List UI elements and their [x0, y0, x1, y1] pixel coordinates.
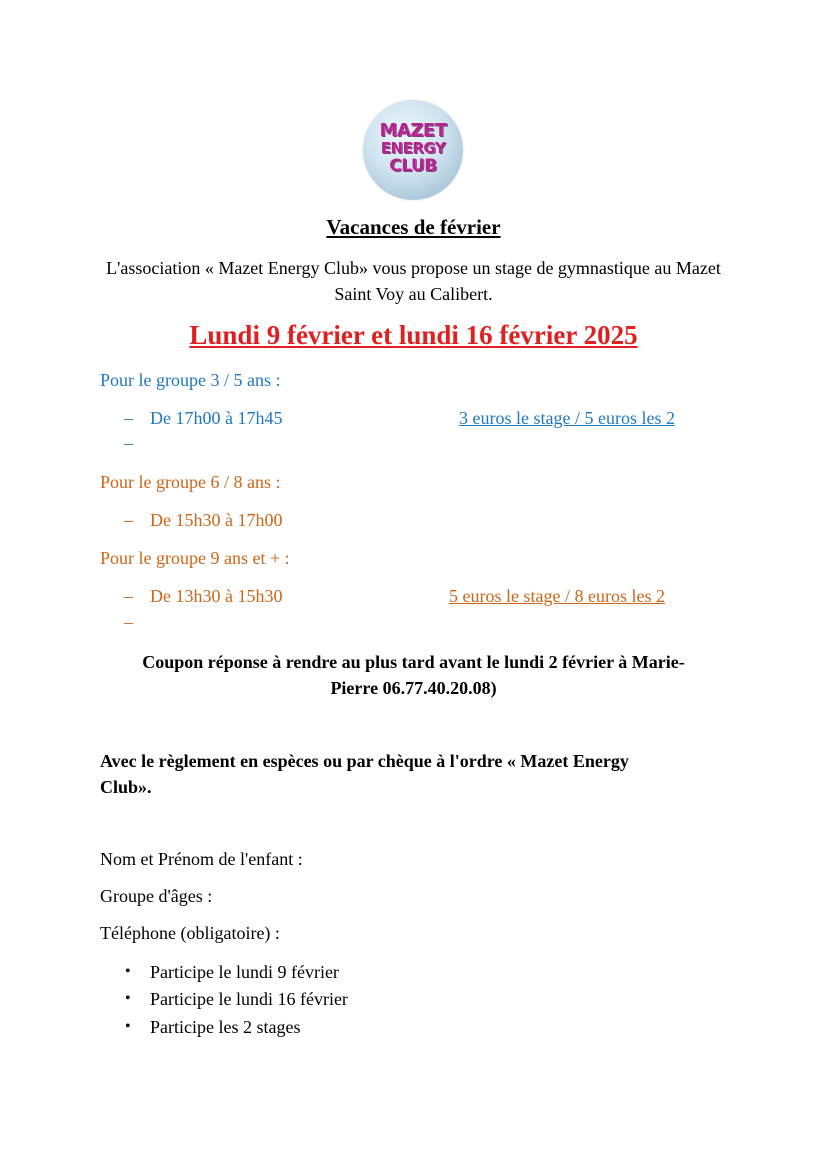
logo-line-3: CLUB	[389, 156, 437, 176]
coupon-line-1: Coupon réponse à rendre au plus tard avant le lundi 2 février à Marie-	[142, 652, 685, 672]
group1-heading: Pour le groupe 3 / 5 ans :	[100, 370, 281, 390]
event-dates: Lundi 9 février et lundi 16 février 2025	[189, 320, 638, 350]
group3-price: 5 euros le stage / 8 euros les 2	[449, 586, 665, 606]
group3-heading: Pour le groupe 9 ans et + :	[100, 548, 290, 568]
payment-line-1: Avec le règlement en espèces ou par chèque à l'ordre « Mazet Energy	[100, 751, 629, 771]
group1-dash-1: –	[124, 408, 133, 428]
intro-text: L'association « Mazet Energy Club» vous propose un stage de gymnastique au Mazet Saint Voy au Calibert.	[106, 258, 721, 304]
group1-time: De 17h00 à 17h45	[150, 408, 283, 428]
age-group-label: Groupe d'âges :	[100, 886, 213, 906]
group3-dash-1: –	[124, 586, 133, 606]
club-logo	[363, 100, 463, 200]
option-2: Participe le lundi 16 février	[150, 989, 348, 1009]
logo-line-1: MAZET	[379, 120, 447, 141]
group2-dash: –	[124, 510, 133, 530]
option-3: Participe les 2 stages	[150, 1017, 301, 1037]
group1-price: 3 euros le stage / 5 euros les 2	[459, 408, 675, 428]
phone-label: Téléphone (obligatoire) :	[100, 923, 280, 943]
bullet-2: •	[125, 990, 131, 1007]
payment-line-2: Club».	[100, 777, 152, 797]
option-1: Participe le lundi 9 février	[150, 962, 339, 982]
bullet-1: •	[125, 963, 131, 980]
group3-time: De 13h30 à 15h30	[150, 586, 283, 606]
page-title: Vacances de février	[326, 215, 501, 239]
group3-dash-2: –	[124, 612, 133, 632]
group2-time: De 15h30 à 17h00	[150, 510, 283, 530]
group1-dash-2: –	[124, 433, 133, 453]
child-name-label: Nom et Prénom de l'enfant :	[100, 849, 303, 869]
logo-line-2: ENERGY	[380, 139, 446, 157]
bullet-3: •	[125, 1018, 131, 1035]
group2-heading: Pour le groupe 6 / 8 ans :	[100, 472, 281, 492]
coupon-line-2: Pierre 06.77.40.20.08)	[330, 678, 497, 698]
